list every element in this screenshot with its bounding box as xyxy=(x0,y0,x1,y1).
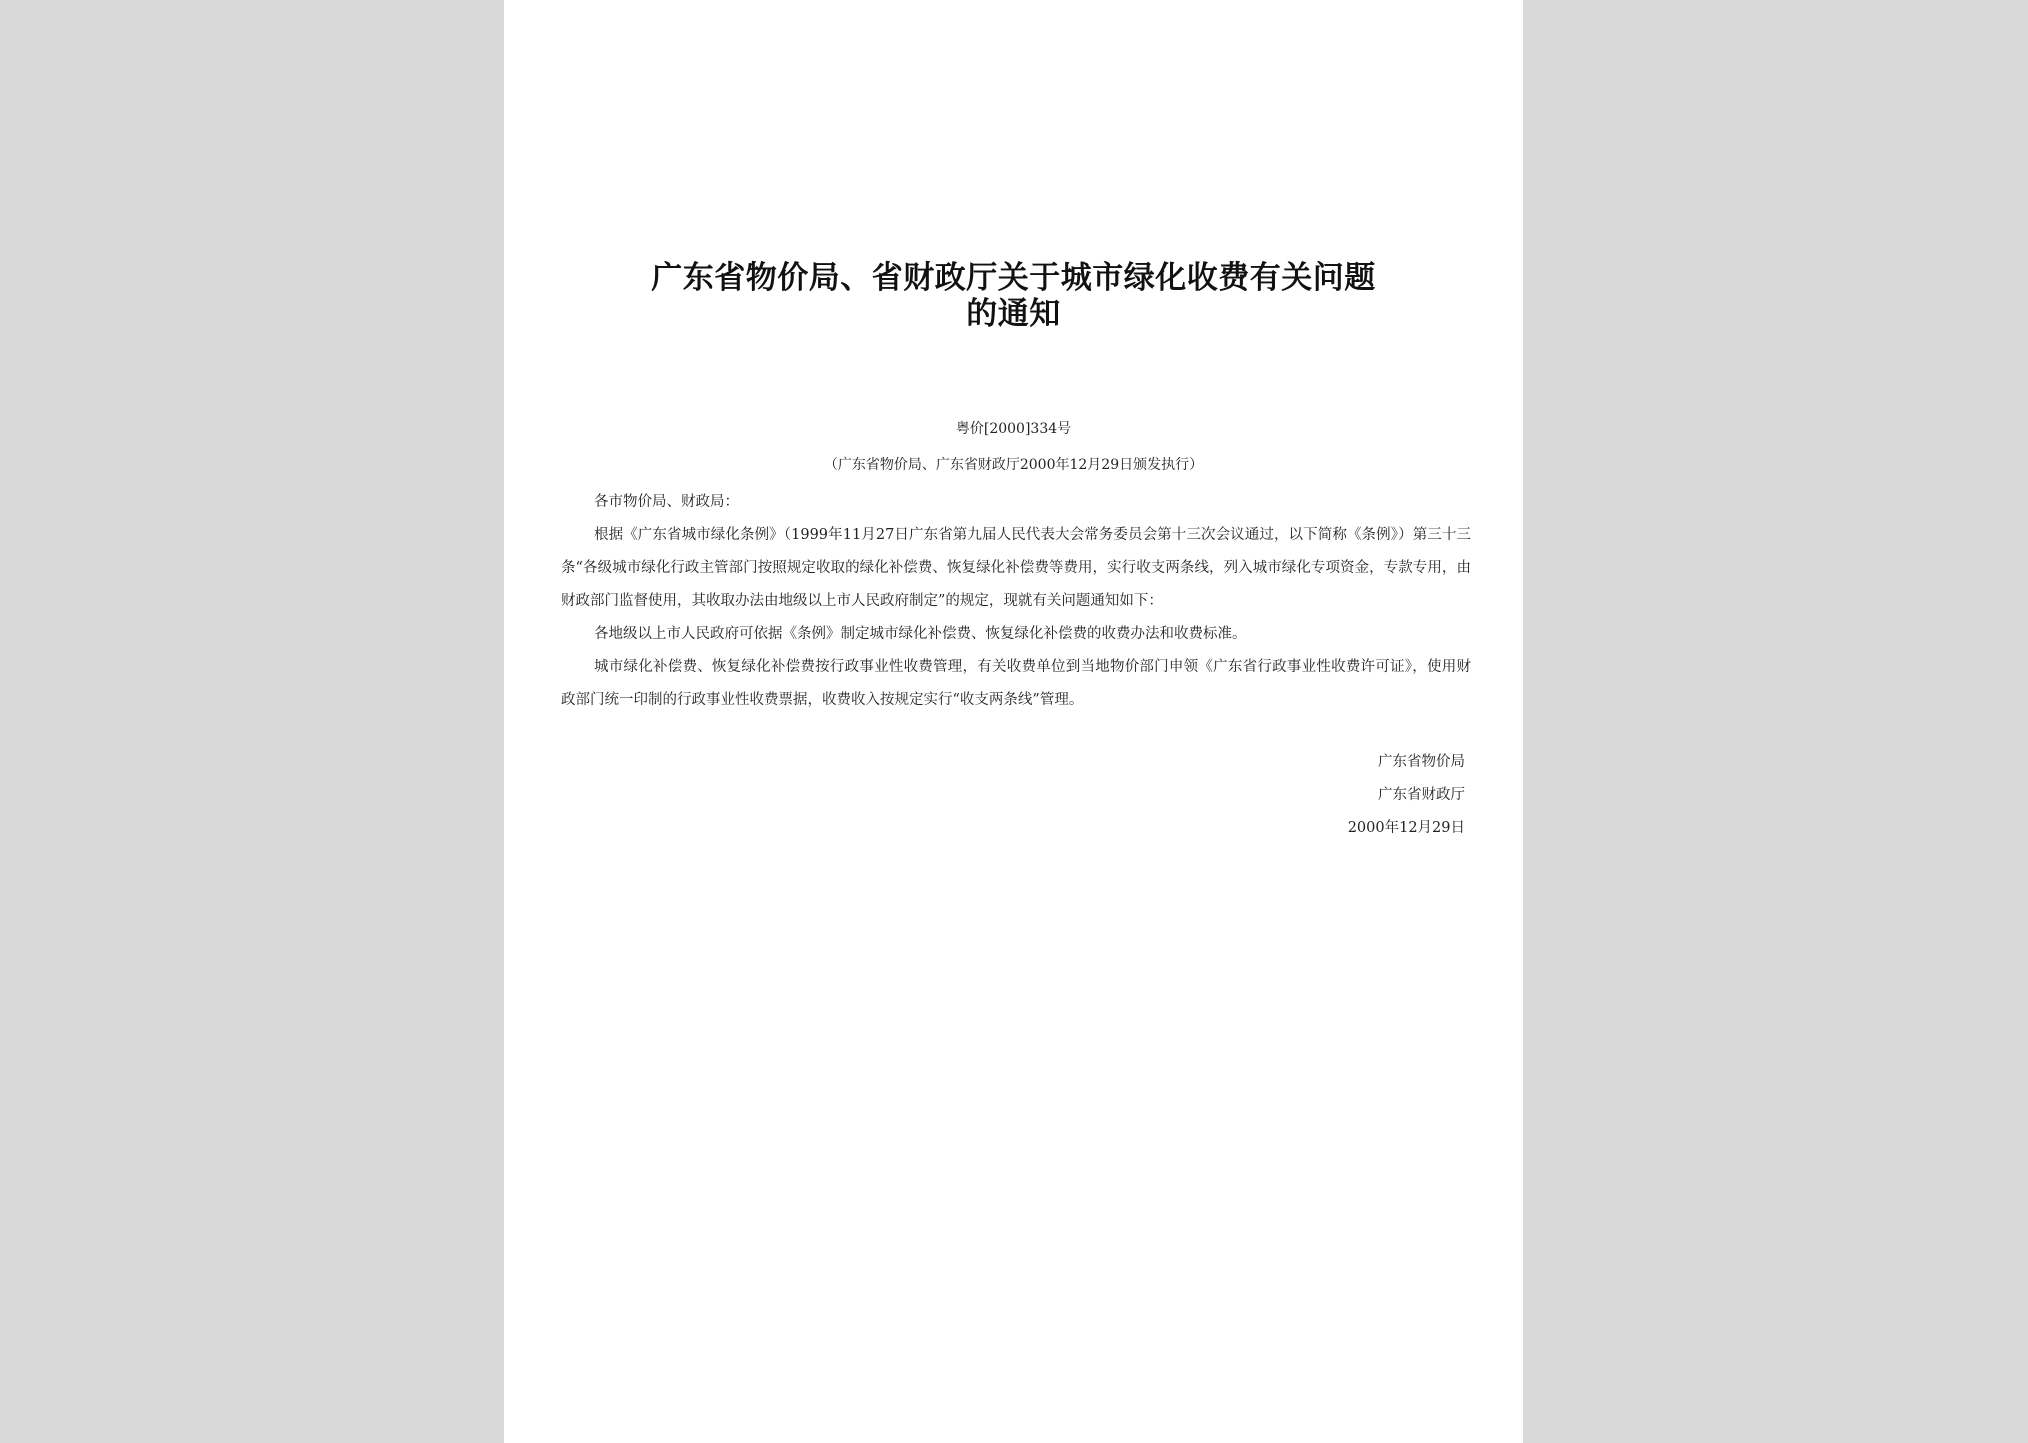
signature-block xyxy=(1348,746,1465,845)
document-page xyxy=(504,0,1523,1443)
paragraph-3: 城市绿化补偿费、恢复绿化补偿费按行政事业性收费管理，有关收费单位到当地物价部门申领《广东省行政事业性收费许可证》，使用财政部门统一印制的行政事业性收费票据，收费收入按规定实行“收支两条线”管理。 xyxy=(561,659,1471,708)
paragraph-1: 根据《广东省城市绿化条例》（1999年11月27日广东省第九届人民代表大会常务委员会第十三次会议通过，以下简称《条例》）第三十三条“各级城市绿化行政主管部门按照规定收取的绿化补偿费、恢复绿化补偿费等费用，实行收支两条线，列入城市绿化专项资金，专款专用，由财政部门监督使用，其收取办法由地级以上市人民政府制定”的规定，现就有关问题通知如下： xyxy=(561,527,1471,609)
document-number: 粤价[2000]334号 xyxy=(955,421,1072,437)
salutation: 各市物价局、财政局： xyxy=(594,494,739,510)
signatory-2: 广东省财政厅 xyxy=(1378,787,1465,803)
issue-note: （广东省物价局、广东省财政厅2000年12月29日颁发执行） xyxy=(823,457,1204,473)
title-line-1: 广东省物价局、省财政厅关于城市绿化收费有关问题 xyxy=(651,260,1376,296)
signatory-1: 广东省物价局 xyxy=(1378,754,1465,770)
document-title xyxy=(504,260,1523,332)
title-line-2: 的通知 xyxy=(966,296,1061,332)
signature-date: 2000年12月29日 xyxy=(1347,820,1465,836)
document-body xyxy=(561,486,1471,717)
paragraph-2: 各地级以上市人民政府可依据《条例》制定城市绿化补偿费、恢复绿化补偿费的收费办法和收费标准。 xyxy=(594,626,1247,642)
